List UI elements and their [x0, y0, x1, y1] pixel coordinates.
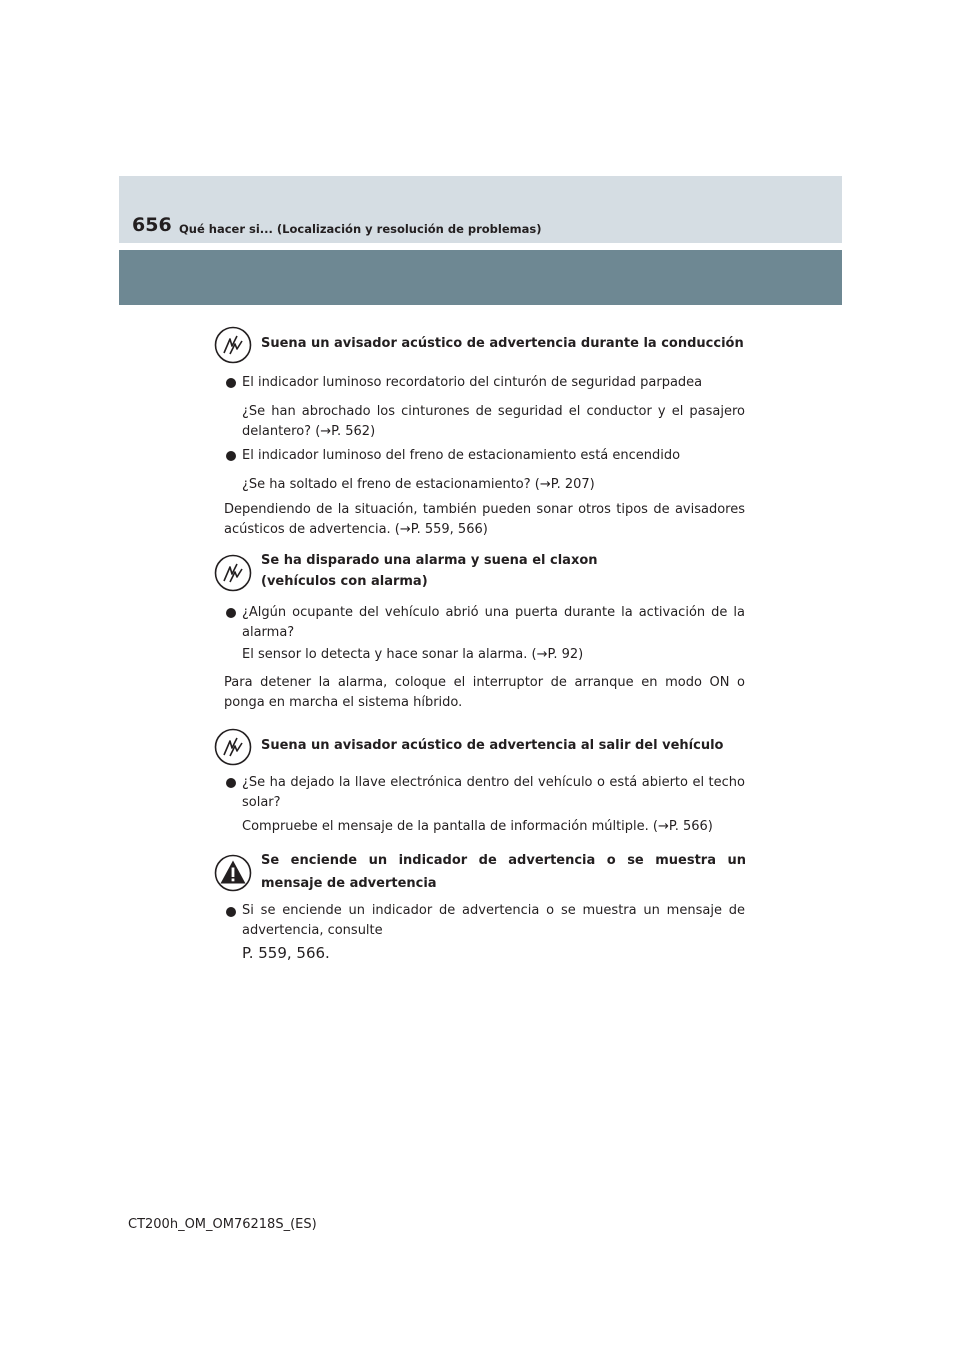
section-title-line1: Se ha disparado una alarma y suena el claxon [261, 553, 598, 568]
document-code: CT200h_OM_OM76218S_(ES) [128, 1217, 317, 1232]
chapter-title: Qué hacer si... (Localización y resolución de problemas) [179, 222, 542, 236]
header-bar [119, 250, 842, 305]
section-title: Se enciende un indicador de advertencia o se muestra un mensaje de advertencia [261, 853, 746, 891]
answer-text: ¿Se han abrochado los cinturones de seguridad el conductor y el pasajero delantero? (→P. 562) [242, 404, 745, 439]
warning-triangle-icon [214, 854, 252, 892]
bullet-text: Si se enciende un indicador de advertencia o se muestra un mensaje de advertencia, consulte [242, 903, 745, 938]
bullet-icon [226, 451, 236, 461]
answer-text: El sensor lo detecta y hace sonar la alarma. (→P. 92) [242, 647, 584, 662]
bullet-icon [226, 378, 236, 388]
bullet-icon [226, 907, 236, 917]
answer-text: P. 559, 566. [242, 944, 330, 962]
bullet-text: El indicador luminoso recordatorio del cinturón de seguridad parpadea [242, 375, 703, 390]
bullet-text: ¿Algún ocupante del vehículo abrió una puerta durante la activación de la alarma? [242, 605, 745, 640]
page-number: 656 [132, 214, 172, 236]
section-title: Suena un avisador acústico de advertencia al salir del vehículo [261, 738, 724, 753]
note-paragraph: Dependiendo de la situación, también pueden sonar otros tipos de avisadores acústicos de advertencia. (→P. 559, 566) [224, 502, 745, 537]
bullet-icon [226, 778, 236, 788]
bullet-text: ¿Se ha dejado la llave electrónica dentro del vehículo o está abierto el techo solar? [242, 775, 745, 810]
sound-warning-icon [214, 728, 252, 766]
sound-warning-icon [214, 326, 252, 364]
section-title-line2: (vehículos con alarma) [261, 574, 428, 589]
bullet-icon [226, 608, 236, 618]
sound-warning-icon [214, 554, 252, 592]
note-paragraph: Para detener la alarma, coloque el interruptor de arranque en modo ON o ponga en marcha el sistema híbrido. [224, 675, 745, 710]
bullet-text: El indicador luminoso del freno de estacionamiento está encendido [242, 448, 681, 463]
answer-text: Compruebe el mensaje de la pantalla de información múltiple. (→P. 566) [242, 819, 713, 834]
answer-text: ¿Se ha soltado el freno de estacionamiento? (→P. 207) [242, 477, 595, 492]
section-title: Suena un avisador acústico de advertencia durante la conducción [261, 336, 744, 351]
